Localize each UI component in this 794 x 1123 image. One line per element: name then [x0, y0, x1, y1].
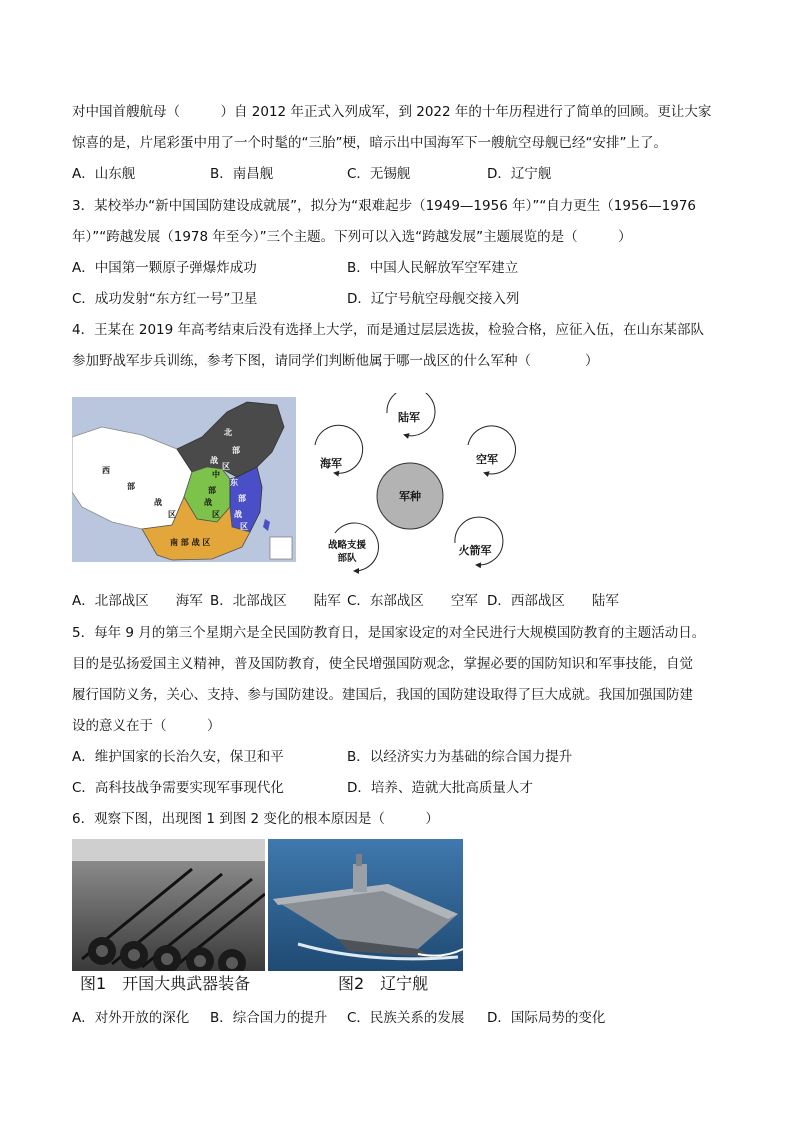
q2-option-c: C．无锡舰: [347, 166, 411, 182]
q5-stem-line1: 5．每年 9 月的第三个星期六是全民国防教育日，是国家设定的对全民进行大规模国防教育的主题活动日。: [72, 625, 706, 641]
map-label-south: 南 部 战 区: [170, 538, 211, 547]
diagram-node-rocket-force: 火箭军: [458, 544, 492, 557]
q4-option-b: B．北部战区 陆军: [210, 593, 341, 609]
artillery-drawing: [72, 839, 265, 971]
q3-option-d: D．辽宁号航空母舰交接入列: [347, 291, 520, 307]
q3-stem-line2: 年）”“跨越发展（1978 年至今）”三个主题。下列可以入选“跨越发展”主题展览的是（ ）: [72, 229, 632, 245]
q2-stem-line1: 对中国首艘航母（ ）自 2012 年正式入列成军，到 2022 年的十年历程进行了简单的回顾。更让大家: [72, 104, 712, 120]
q3-option-c: C．成功发射“东方红一号”卫星: [72, 291, 258, 307]
map-label-west-3: 战: [154, 498, 162, 507]
figure1-artillery-photo: [72, 839, 265, 971]
q5-option-c: C．高科技战争需要实现军事现代化: [72, 780, 284, 796]
q4-option-c: C．东部战区 空军: [347, 593, 478, 609]
q4-option-a: A．北部战区 海军: [72, 593, 203, 609]
map-label-north-1: 北: [224, 428, 232, 437]
q2-stem-line2: 惊喜的是，片尾彩蛋中用了一个时髦的“三胎”梗，暗示出中国海军下一艘航空母舰已经“安排”上了。: [72, 135, 667, 151]
map-label-central-3: 战: [204, 498, 212, 507]
diagram-node-air-force: 空军: [476, 453, 498, 466]
q6-option-a: A．对外开放的深化: [72, 1010, 190, 1026]
q4-stem-line2: 参加野战军步兵训练，参考下图，请同学们判断他属于哪一战区的什么军种（ ）: [72, 353, 599, 369]
figure2-carrier-photo: [268, 839, 463, 971]
q3-option-b: B．中国人民解放军空军建立: [347, 260, 519, 276]
q2-option-b: B．南昌舰: [210, 166, 274, 182]
carrier-drawing: [268, 839, 463, 971]
map-label-west-4: 区: [168, 510, 176, 519]
service-branches-diagram: [305, 393, 520, 575]
map-label-east-3: 战: [234, 510, 242, 519]
map-label-east-4: 区: [240, 522, 248, 531]
map-label-east-2: 部: [238, 494, 246, 503]
theater-command-map: [72, 397, 296, 562]
q6-option-c: C．民族关系的发展: [347, 1010, 465, 1026]
map-label-west-1: 西: [102, 466, 110, 475]
map-label-north-2: 部: [232, 446, 240, 455]
map-label-east-1: 东: [230, 478, 238, 487]
q5-stem-line3: 履行国防义务，关心、支持、参与国防建设。建国后，我国的国防建设取得了巨大成就。我国加强国防建: [72, 687, 693, 703]
q3-stem-line1: 3．某校举办“新中国国防建设成就展”，拟分为“艰难起步（1949—1956 年）”“自力更生（1956—1976: [72, 198, 697, 214]
map-label-north-4: 区: [222, 462, 230, 471]
q3-option-a: A．中国第一颗原子弹爆炸成功: [72, 260, 257, 276]
map-label-north-3: 战: [210, 456, 218, 465]
q6-option-d: D．国际局势的变化: [487, 1010, 606, 1026]
q6-stem-line1: 6．观察下图，出现图 1 到图 2 变化的根本原因是（ ）: [72, 811, 439, 827]
q5-stem-line4: 设的意义在于（ ）: [72, 718, 221, 734]
map-label-west-2: 部: [127, 482, 135, 491]
diagram-node-navy: 海军: [320, 457, 342, 470]
q2-option-d: D．辽宁舰: [487, 166, 552, 182]
q6-option-b: B．综合国力的提升: [210, 1010, 328, 1026]
diagram-node-army: 陆军: [398, 411, 420, 424]
q5-option-b: B．以经济实力为基础的综合国力提升: [347, 749, 573, 765]
q2-option-a: A．山东舰: [72, 166, 136, 182]
q4-option-d: D．西部战区 陆军: [487, 593, 619, 609]
q5-option-a: A．维护国家的长治久安，保卫和平: [72, 749, 284, 765]
map-label-central-4: 区: [212, 510, 220, 519]
q5-option-d: D．培养、造就大批高质量人才: [347, 780, 533, 796]
figure2-caption: 图2 辽宁舰: [338, 974, 429, 993]
map-label-central-1: 中: [212, 470, 220, 479]
q4-stem-line1: 4．王某在 2019 年高考结束后没有选择上大学，而是通过层层选拔，检验合格，应征入伍，在山东某部队: [72, 322, 705, 338]
diagram-node-strategic-support: 战略支援部队: [327, 540, 366, 564]
map-label-central-2: 部: [208, 486, 216, 495]
figure1-caption: 图1 开国大典武器装备: [80, 974, 251, 993]
q5-stem-line2: 目的是弘扬爱国主义精神，普及国防教育，使全民增强国防观念，掌握必要的国防知识和军事技能，自觉: [72, 656, 693, 672]
diagram-center-label: 军种: [399, 490, 421, 503]
